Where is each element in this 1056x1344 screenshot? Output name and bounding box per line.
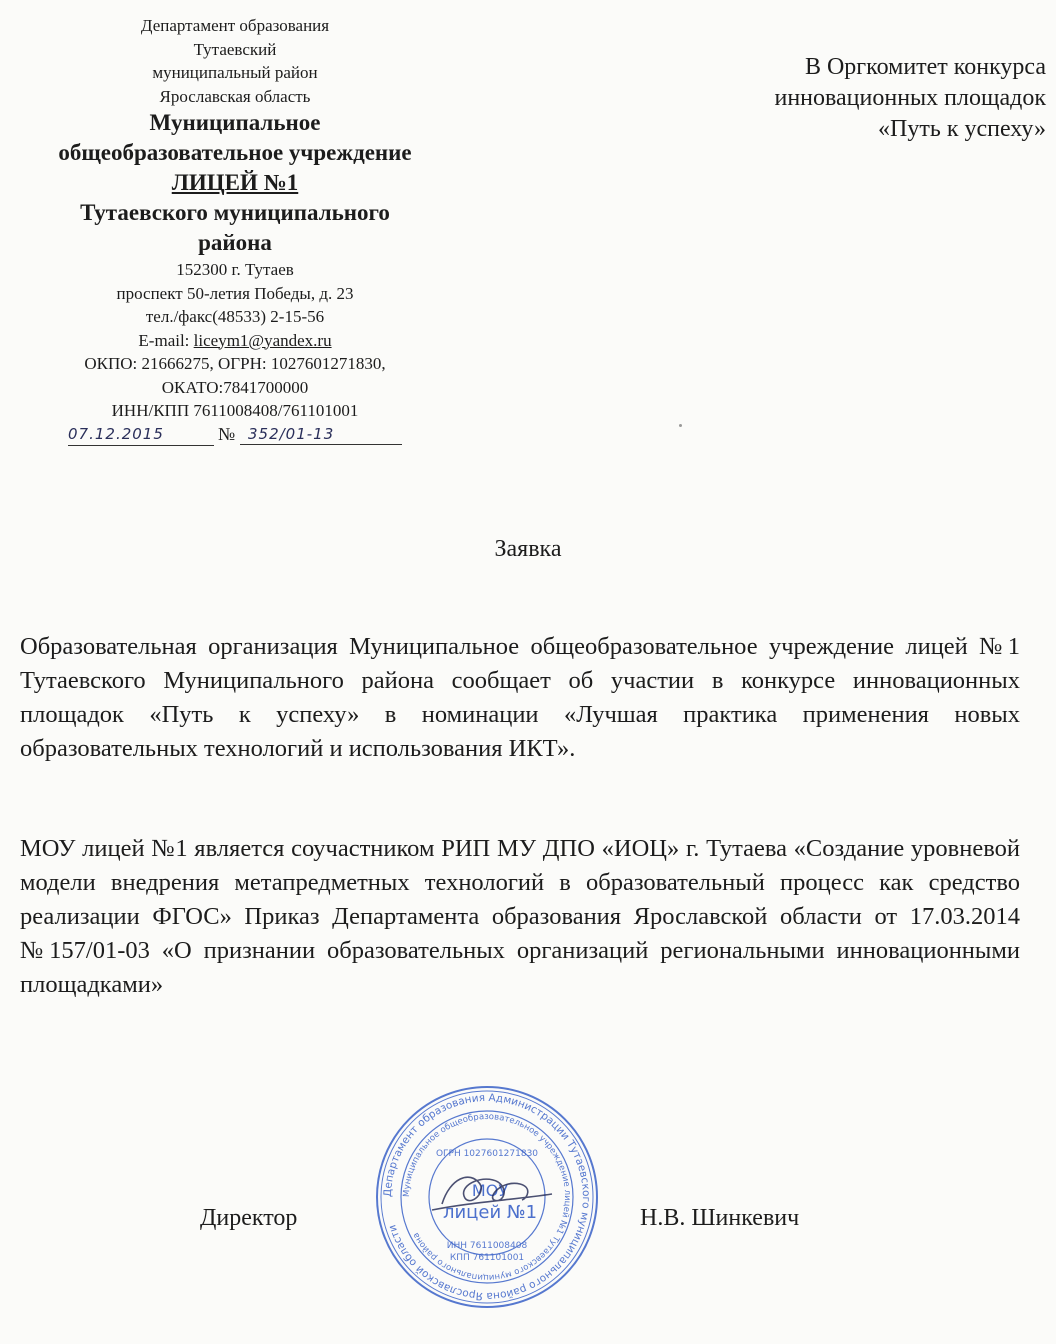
seal-outer-ring-text: Департамент образования Администрации Тутаевского муниципального района Ярославской области xyxy=(381,1091,593,1303)
codes-line-2: ОКАТО:7841700000 xyxy=(161,377,309,397)
codes-line-3: ИНН/КПП 7611008408/761101001 xyxy=(111,401,359,420)
seal-center-line-2: лицей №1 xyxy=(442,1202,538,1223)
addressee-block xyxy=(774,52,1046,145)
letterhead xyxy=(0,14,470,451)
org-name-line-1: Муниципальное xyxy=(149,110,321,135)
district-line-2: муниципальный район xyxy=(152,63,318,82)
document-title: Заявка xyxy=(494,536,562,562)
org-name-line-4: Тутаевского муниципального xyxy=(80,200,390,225)
addressee-line-3: «Путь к успеху» xyxy=(878,116,1046,142)
registration-line xyxy=(0,423,470,451)
org-name-line-3: ЛИЦЕЙ №1 xyxy=(171,170,299,195)
signatory-role: Директор xyxy=(200,1205,298,1231)
body-paragraph-2: МОУ лицей №1 является соучастником РИП МУ ДПО «ИОЦ» г. Тутаева «Создание уровневой модели внедрения метапредметных технологий в образовательный процесс как средство реализации ФГОС» Приказ Департамента образования Ярославской области от 17.03.2014 №157/01-03 «О признании образовательных организаций региональными инновационными площадками» xyxy=(20,835,1020,998)
registration-number: 352/01-13 xyxy=(240,423,402,445)
registration-date: 07.12.2015 xyxy=(68,423,214,446)
seal-inn: ИНН 7611008408 xyxy=(446,1241,528,1251)
org-name-line-2: общеобразовательное учреждение xyxy=(58,140,412,165)
postal-line: 152300 г. Тутаев xyxy=(176,260,294,279)
district-line-1: Тутаевский xyxy=(193,39,277,59)
region-line: Ярославская область xyxy=(159,86,311,106)
seal-kpp: КПП 761101001 xyxy=(449,1253,525,1263)
addressee-line-1: В Оргкомитет конкурса xyxy=(804,54,1046,80)
body-paragraph-1: Образовательная организация Муниципальное общеобразовательное учреждение лицей №1 Тутаевского Муниципального района сообщает об участии в конкурсе инновационных площадок «Путь к успеху» в номинации «Лучшая практика применения новых образовательных технологий и использования ИКТ». xyxy=(20,633,1020,762)
seal-inner-ring-text: Муниципальное общеобразовательное учреждение лицей №1 Тутаевского муниципального района xyxy=(401,1111,573,1283)
signatory-name: Н.В. Шинкевич xyxy=(640,1205,800,1231)
registration-number-label: № xyxy=(218,423,236,444)
phone-line: тел./факс(48533) 2-15-56 xyxy=(145,307,325,326)
street-line: проспект 50-летия Победы, д. 23 xyxy=(116,283,354,303)
email-link[interactable]: liceym1@yandex.ru xyxy=(193,330,332,350)
seal-center-line-1: МОУ xyxy=(471,1181,509,1200)
seal-ogrn: ОГРН 1027601271830 xyxy=(435,1149,539,1159)
org-name-line-5: района xyxy=(198,230,272,255)
email-line xyxy=(0,329,470,353)
paper-speck xyxy=(679,424,682,427)
department-line: Департамент образования xyxy=(140,16,330,35)
codes-line-1: ОКПО: 21666275, ОГРН: 1027601271830, xyxy=(84,354,386,373)
addressee-line-2: инновационных площадок xyxy=(774,85,1046,111)
email-label: E-mail: xyxy=(138,330,194,350)
official-seal-stamp xyxy=(372,1082,602,1312)
